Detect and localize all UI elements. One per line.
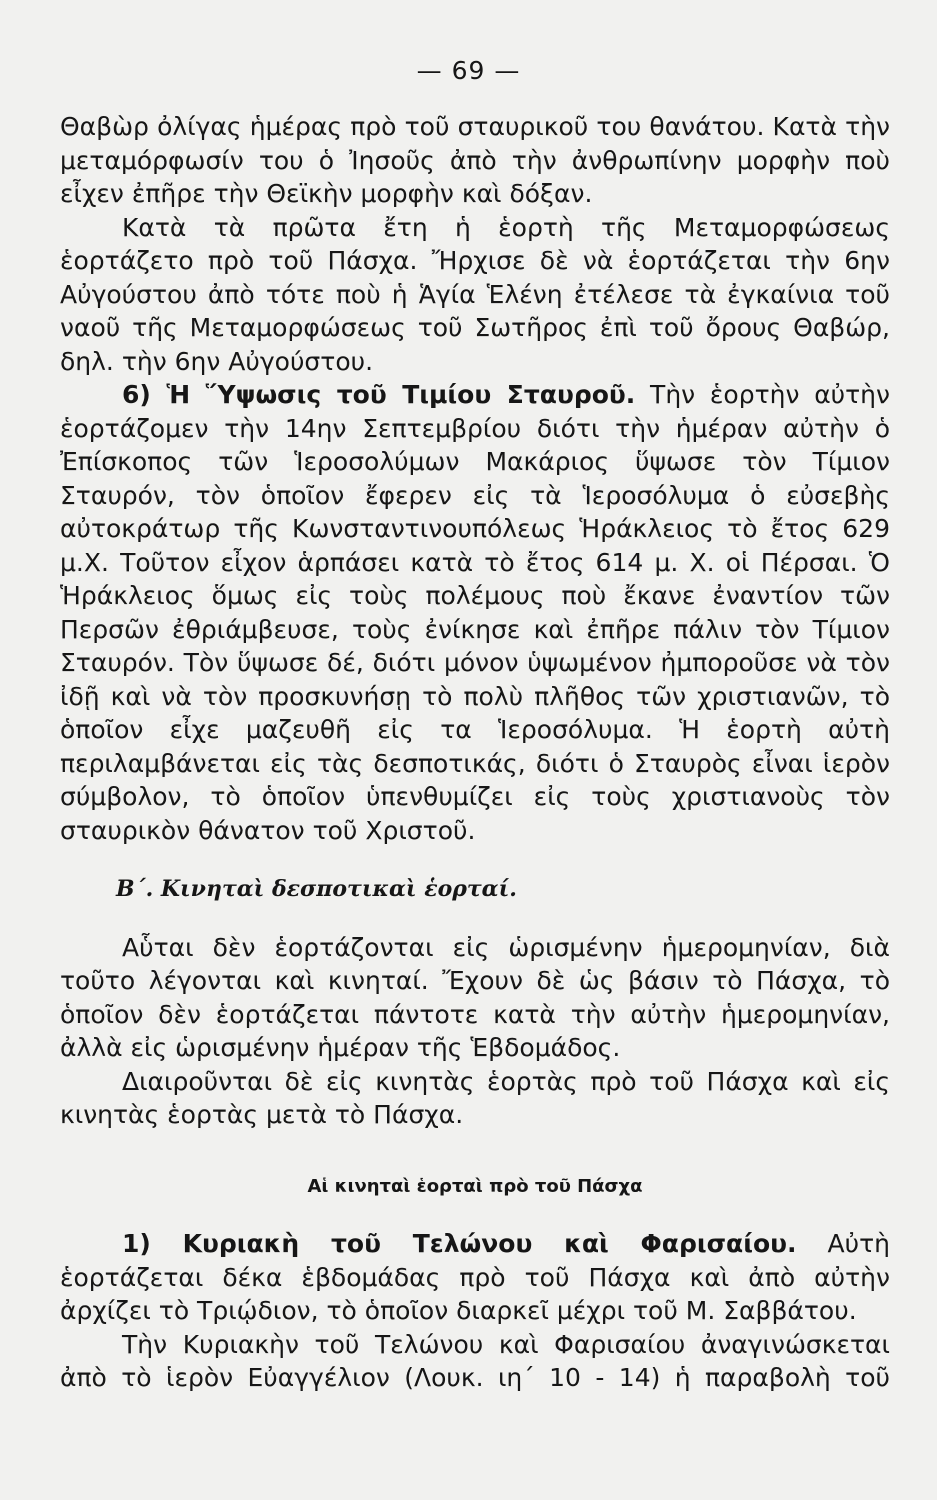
- page-number: — 69 —: [416, 56, 521, 85]
- paragraph-thabor: Θαβὼρ ὀλίγας ἡμέρας πρὸ τοῦ σταυρικοῦ του θανάτου. Κατὰ τὴν μεταμόρφωσίν του ὁ Ἰησοῦς ἀπὸ τὴν ἀνθρωπίνην μορφὴν ποὺ εἶχεν ἐπῆρε τὴν Θεϊκὴν μορφὴν καὶ δόξαν.: [60, 112, 890, 208]
- paragraph-division: Διαιροῦνται δὲ εἰς κινητὰς ἑορτὰς πρὸ τοῦ Πάσχα καὶ εἰς κινητὰς ἑορτὰς μετὰ τὸ Πάσχα.: [60, 1066, 890, 1129]
- subheading-before-easter: Αἱ κινηταὶ ἑορταὶ πρὸ τοῦ Πάσχα: [307, 1175, 643, 1197]
- paragraph-exaltation-of-cross: [60, 378, 890, 847]
- paragraph-body-publican: Αὐτὴ ἑορτάζεται δέκα ἑβδομάδας πρὸ τοῦ Πάσχα καὶ ἀπὸ αὐτὴν ἀρχίζει τὸ Τριῴδιον, τὸ ὁποῖον διαρκεῖ μέχρι τοῦ Μ. Σαββάτου.: [60, 1229, 890, 1325]
- paragraph-publican-pharisee: [60, 1227, 890, 1328]
- paragraph-lead-exaltation: 6) Ἡ Ὕψωσις τοῦ Τιμίου Σταυροῦ.: [122, 380, 636, 409]
- paragraph-body-exaltation: Τὴν ἑορτὴν αὐτὴν ἑορτάζομεν τὴν 14ην Σεπτεμβρίου διότι τὴν ἡμέραν αὐτὴν ὁ Ἐπίσκοπος τῶν Ἱεροσολύμων Μακάριος ὕψωσε τὸν Τίμιον Σταυρόν, τὸν ὁποῖον ἔφερεν εἰς τὰ Ἱεροσόλυμα ὁ εὐσεβὴς αὐτοκράτωρ τῆς Κωνσταντινουπόλεως Ἡράκλειος τὸ ἔτος 629 μ.Χ. Τοῦτον εἶχον ἁρπάσει κατὰ τὸ ἔτος 614 μ. Χ. οἱ Πέρσαι. Ὁ Ἡράκλειος ὅμως εἰς τοὺς πολέμους ποὺ ἔκανε ἐναντίον τῶν Περσῶν ἐθριάμβευσε, τοὺς ἐνίκησε καὶ ἐπῆρε πάλιν τὸν Τίμιον Σταυρόν. Τὸν ὕψωσε δέ, διότι μόνον ὑψωμένον ἠμποροῦσε νὰ τὸν ἰδῇ καὶ νὰ τὸν προσκυνήσῃ τὸ πολὺ πλῆθος τῶν χριστιανῶν, τὸ ὁποῖον εἶχε μαζευθῆ εἰς τα Ἱεροσόλυμα. Ἡ ἑορτὴ αὐτὴ περιλαμβάνεται εἰς τὰς δεσποτικάς, διότι ὁ Σταυρὸς εἶναι ἱερὸν σύμβολον, τὸ ὁποῖον ὑπενθυμίζει εἰς τοὺς χριστιανοὺς τὸν σταυρικὸν θάνατον τοῦ Χριστοῦ.: [60, 380, 890, 845]
- paragraph-transfiguration-date: Κατὰ τὰ πρῶτα ἔτη ἡ ἑορτὴ τῆς Μεταμορφώσεως ἑορτάζετο πρὸ τοῦ Πάσχα. Ἤρχισε δὲ νὰ ἑορτάζεται τὴν 6ην Αὐγούστου ἀπὸ τότε ποὺ ἡ Ἁγία Ἑλένη ἐτέλεσε τὰ ἐγκαίνια τοῦ ναοῦ τῆς Μεταμορφώσεως τοῦ Σωτῆρος ἐπὶ τοῦ ὄρους Θαβώρ, δηλ. τὴν 6ην Αὐγούστου.: [60, 212, 890, 376]
- page-body: [60, 110, 890, 1395]
- paragraph-movable-feasts: Αὗται δὲν ἑορτάζονται εἰς ὡρισμένην ἡμερομηνίαν, διὰ τοῦτο λέγονται καὶ κινηταί. Ἔχουν δὲ ὡς βάσιν τὸ Πάσχα, τὸ ὁποῖον δὲν ἑορτάζεται πάντοτε κατὰ τὴν αὐτὴν ἡμερομηνίαν, ἀλλὰ εἰς ὡρισμένην ἡμέραν τῆς Ἑβδομάδος.: [60, 932, 890, 1062]
- paragraph-lead-publican: 1) Κυριακὴ τοῦ Τελώνου καὶ Φαρισαίου.: [122, 1229, 797, 1258]
- section-heading-movable-feasts: Β΄. Κινηταὶ δεσποτικαὶ ἑορταί.: [116, 876, 517, 902]
- paragraph-gospel-reading: Τὴν Κυριακὴν τοῦ Τελώνου καὶ Φαρισαίου ἀναγινώσκεται ἀπὸ τὸ ἱερὸν Εὐαγγέλιον (Λουκ. ιη΄ 10 - 14) ἡ παραβολὴ τοῦ: [60, 1329, 890, 1392]
